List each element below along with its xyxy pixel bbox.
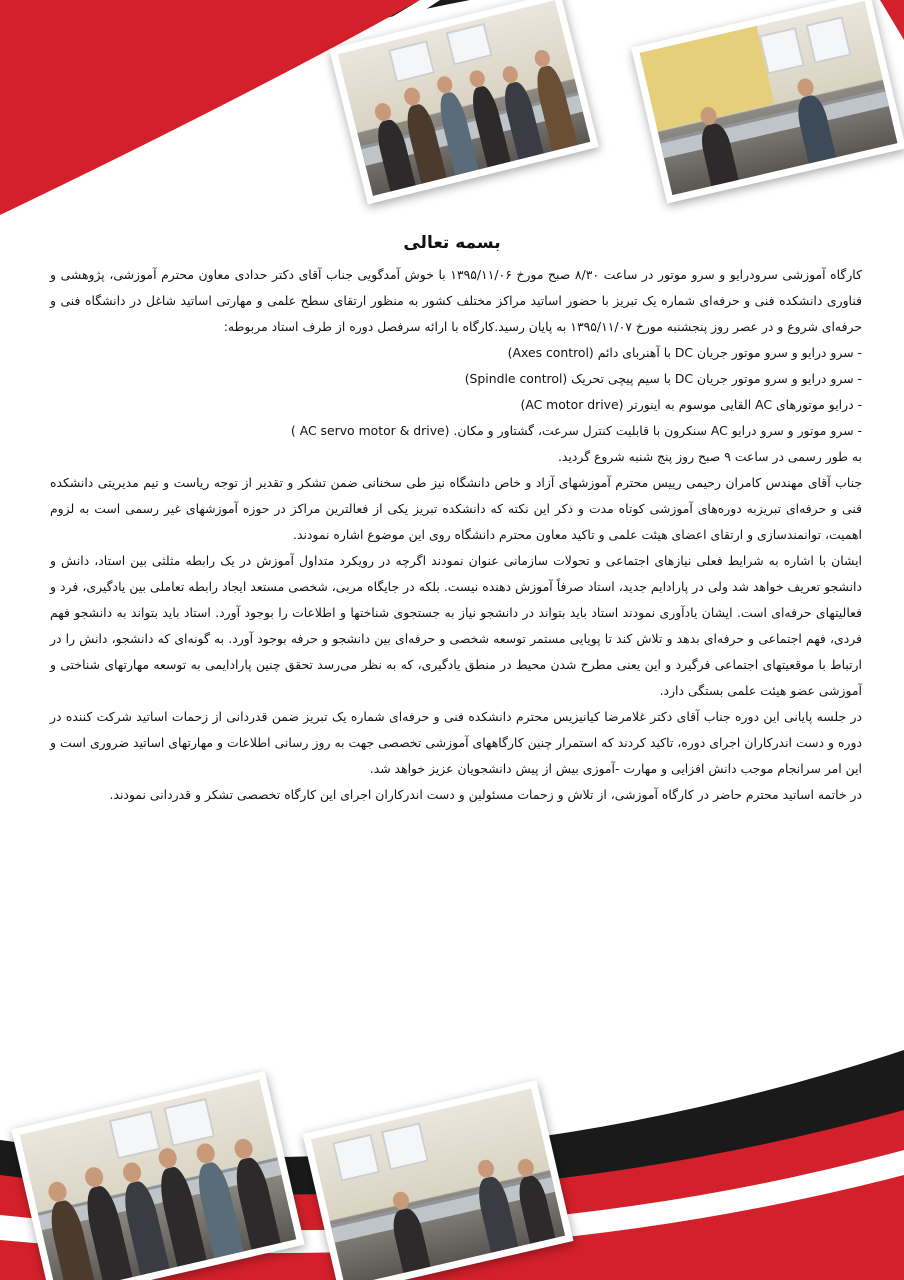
list-item: - درایو موتورهای AC القایی موسوم به اینورتر (AC motor drive) [520, 397, 862, 412]
body-paragraph: ایشان با اشاره به شرایط فعلی نیازهای اجتماعی و تحولات سازمانی عنوان نمودند اگرچه در رویکرد متداول آموزش در یک رابطه مثلثی بین استاد، دانش و دانشجو تعریف خواهد شد ولی در پارادایم جدید، استاد صرفاً آموزش دهنده نیست. بلکه در جایگاه مربی، شخصی مستعد ایجاد رابطه تعاملی بین یادگیری، فرد و فعالیتهای حرفه‌ای است. ایشان یادآوری نمودند استاد باید بتواند در دانشجو نیاز به جستجوی شناختها و اطلاعات را بوجود آورد. استاد باید بتواند به دانشجو فهم فردی، فهم اجتماعی و حرفه‌ای بدهد و تلاش کند تا پویایی مستمر توسعه شخصی و حرفه‌ای بین دانشجو و حرفه بوجود آورد. به گونه‌ای که دانشجو، دانش را در ارتباط با موقعیتهای اجتماعی فرگیرد و این یعنی مطرح شدن محیط در منطق یادگیری، که به نظر می‌رسد تحقق چنین پارادایمی به توسعه مهارتهای شناختی و آموزشی عضو هیئت علمی بستگی دارد. [50, 553, 862, 698]
start-note: به طور رسمی در ساعت ۹ صبح روز پنج شنبه شروع گردید. [557, 449, 862, 464]
list-item: - سرو موتور و سرو درایو AC سنکرون با قابلیت کنترل سرعت، گشتاور و مکان. (AC servo motor & drive ) [290, 423, 862, 438]
page-title: بسمه تعالی [403, 233, 501, 253]
closing-paragraph: در خاتمه اساتید محترم حاضر در کارگاه آموزشی، از تلاش و زحمات مسئولین و دست اندرکاران اجرای این کارگاه تخصصی تشکر و قدردانی نمودند. [109, 787, 862, 802]
body-paragraph: جناب آقای مهندس کامران رحیمی رییس محترم آموزشهای آزاد و خاص دانشگاه نیز طی سخنانی ضمن تشکر و تقدیر از توجه ریاست و تیم مدیریتی دانشکده فنی و حرفه‌ای تبریزبه دوره‌های آموزشی کوتاه مدت و ذکر این نکته که دانشکده تبریز یکی از فعالترین مراکز در حوزه آموزشهای غیر رسمی است به لزوم اهمیت، توانمندسازی و ارتقای اعضای هیئت علمی و تاکید معاون محترم دانشگاه روی این موضوع اشاره نمودند. [50, 475, 862, 542]
list-item: - سرو درایو و سرو موتور جریان DC با سیم پیچی تحریک (Spindle control) [464, 371, 862, 386]
intro-paragraph: کارگاه آموزشی سرودرایو و سرو موتور در ساعت ۸/۳۰ صبح مورخ ۱۳۹۵/۱۱/۰۶ با خوش آمدگویی جناب آقای دکتر حدادی معاون محترم آموزشی، پژوهشی و فناوری دانشکده فنی و حرفه‌ای شماره یک تبریز با حضور اساتید مراکز مختلف کشور به منظور ارتقای سطح علمی و مهارتی اساتید شاغل در دانشگاه فنی و حرفه‌ای شروع و در عصر روز پنجشنبه مورخ ۱۳۹۵/۱۱/۰۷ به پایان رسید.کارگاه با ارائه سرفصل دوره از طرف استاد مربوطه: [50, 267, 862, 334]
article-body [50, 262, 862, 808]
top-right-red [880, 0, 904, 40]
list-item: - سرو درایو و سرو موتور جریان DC با آهنربای دائم (Axes control) [507, 345, 862, 360]
body-paragraph: در جلسه پایانی این دوره جناب آقای دکتر غلامرضا کیانیزیس محترم دانشکده فنی و حرفه‌ای شماره یک تبریز ضمن قدردانی از زحمات اساتید شرکت کننده در دوره و دست اندرکاران اجرای دوره، تاکید کردند که استمرار چنین کارگاههای آموزشی تخصصی جهت به روز رسانی اطلاعات و مهارتهای اساتید ضروری است و این امر سرانجام موجب دانش افزایی و مهارت -آموزی بیش از پیش دانشجویان عزیز خواهد شد. [50, 709, 862, 776]
